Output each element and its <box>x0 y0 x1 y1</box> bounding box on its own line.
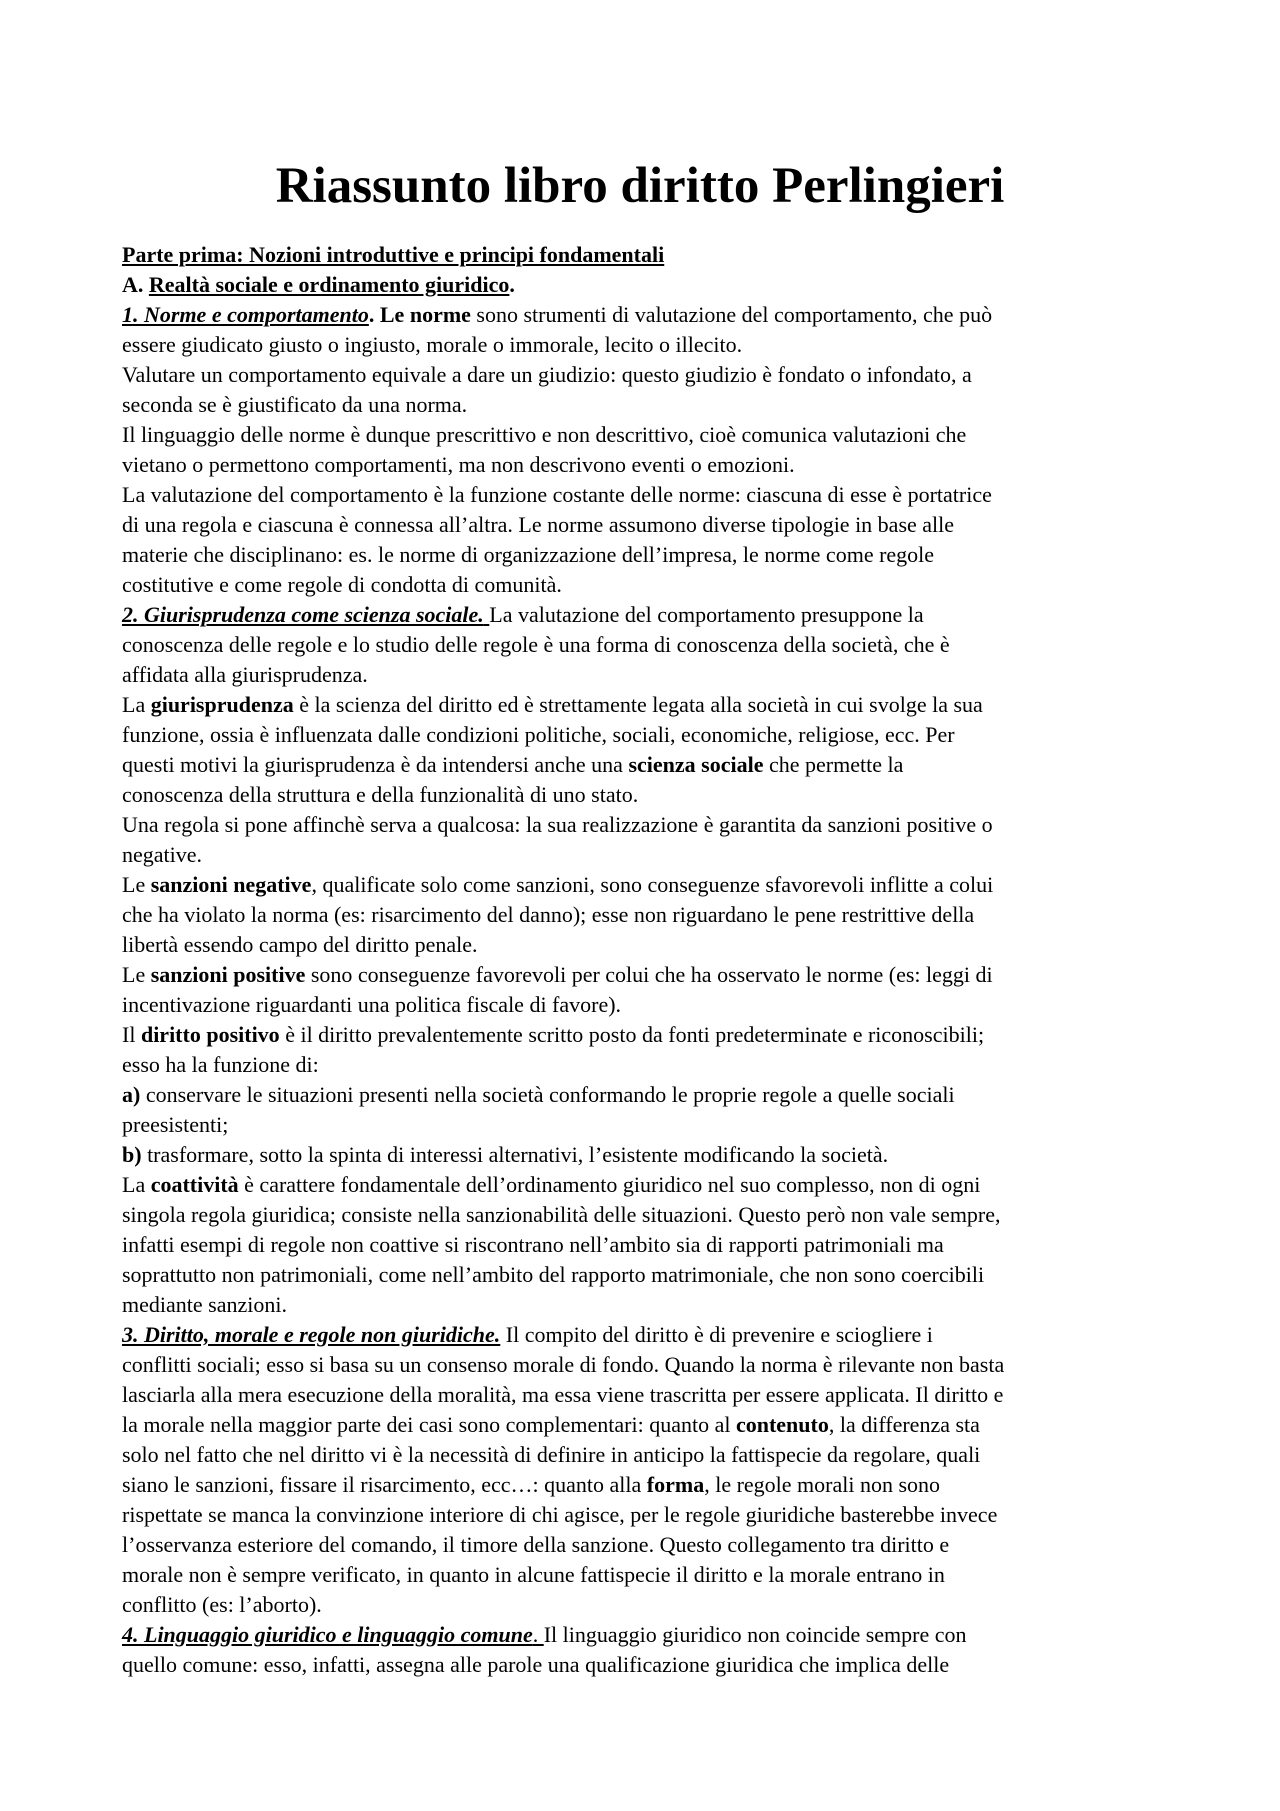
text-run: Le <box>122 962 151 987</box>
text-line <box>122 1440 1172 1470</box>
text-run: rispettate se manca la convinzione interiore di chi agisce, per le regole giuridiche basterebbe invece <box>122 1502 998 1527</box>
text-line <box>122 1560 1172 1590</box>
text-run: Il linguaggio giuridico non coincide sempre con <box>543 1622 967 1647</box>
text-run: sono conseguenze favorevoli per colui che ha osservato le norme (es: leggi di <box>305 962 993 987</box>
text-run: giurisprudenza <box>150 692 294 717</box>
text-line <box>122 870 1172 900</box>
text-line <box>122 360 1172 390</box>
section-a-heading <box>122 270 1172 300</box>
text-line <box>122 1620 1172 1650</box>
text-line <box>122 1500 1172 1530</box>
text-line <box>122 660 1172 690</box>
text-line <box>122 990 1172 1020</box>
text-run: , le regole morali non sono <box>704 1472 941 1497</box>
text-run: 3. Diritto, morale e regole non giuridiche. <box>122 1322 501 1347</box>
text-run: questi motivi la giurisprudenza è da intendersi anche una <box>122 752 629 777</box>
section-a-suffix: . <box>509 272 515 297</box>
text-run: funzione, ossia è influenzata dalle condizioni politiche, sociali, economiche, religiose, ecc. Per <box>122 722 955 747</box>
text-run: La <box>122 692 151 717</box>
text-line <box>122 690 1172 720</box>
text-line <box>122 600 1172 630</box>
text-run: affidata alla giurisprudenza. <box>122 662 368 687</box>
text-run: La valutazione del comportamento presuppone la <box>489 602 924 627</box>
text-line <box>122 1350 1172 1380</box>
text-line <box>122 540 1172 570</box>
document-body <box>122 240 1172 1680</box>
text-line <box>122 480 1172 510</box>
text-run: morale non è sempre verificato, in quanto in alcune fattispecie il diritto e la morale entrano in <box>122 1562 945 1587</box>
text-run: sanzioni positive <box>150 962 306 987</box>
text-run: infatti esempi di regole non coattive si riscontrano nell’ambito sia di rapporti patrimoniali ma <box>122 1232 944 1257</box>
text-run: . Le <box>368 302 410 327</box>
text-line <box>122 570 1172 600</box>
text-run: vietano o permettono comportamenti, ma non descrivono eventi o emozioni. <box>122 452 795 477</box>
part-heading: Parte prima: Nozioni introduttive e principi fondamentali <box>122 242 665 267</box>
text-run: incentivazione riguardanti una politica fiscale di favore). <box>122 992 622 1017</box>
text-run: Il compito del diritto è di prevenire e sciogliere i <box>500 1322 933 1347</box>
text-line <box>122 1230 1172 1260</box>
text-run: di una regola e ciascuna è connessa all’altra. Le norme assumono diverse tipologie in base alle <box>122 512 955 537</box>
section-a-label: Realtà sociale e ordinamento giuridico <box>148 272 510 297</box>
text-run: Il <box>122 1022 141 1047</box>
text-run: libertà essendo campo del diritto penale. <box>122 932 478 957</box>
text-run: forma <box>646 1472 705 1497</box>
text-run: è carattere fondamentale dell’ordinamento giuridico nel suo complesso, non di ogni <box>238 1172 981 1197</box>
text-line <box>122 1650 1172 1680</box>
text-run: , qualificate solo come sanzioni, sono conseguenze sfavorevoli inflitte a colui <box>311 872 994 897</box>
document-page <box>122 150 1172 1680</box>
text-line <box>122 330 1172 360</box>
text-run: diritto positivo <box>140 1022 280 1047</box>
text-line <box>122 960 1172 990</box>
text-run: conoscenza della struttura e della funzionalità di uno stato. <box>122 782 639 807</box>
text-run: solo nel fatto che nel diritto vi è la necessità di definire in anticipo la fattispecie da regolare, quali <box>122 1442 981 1467</box>
document-title: Riassunto libro diritto Perlingieri <box>275 158 1005 214</box>
text-run: conoscenza delle regole e lo studio delle regole è una forma di conoscenza della società, che è <box>122 632 950 657</box>
text-run: trasformare, sotto la spinta di interessi alternativi, l’esistente modificando la società. <box>141 1142 889 1167</box>
text-run: conflitti sociali; esso si basa su un consenso morale di fondo. Quando la norma è rilevante non basta <box>122 1352 1005 1377</box>
text-line <box>122 840 1172 870</box>
text-run: 1. Norme e comportamento <box>122 302 369 327</box>
text-line <box>122 930 1172 960</box>
text-run: norme <box>409 302 471 327</box>
text-line <box>122 1050 1172 1080</box>
text-run: scienza sociale <box>628 752 764 777</box>
text-run: lasciarla alla mera esecuzione della moralità, ma essa viene trascritta per essere applicata. Il diritto e <box>122 1382 1004 1407</box>
body-lines <box>122 300 1172 1680</box>
text-run: siano le sanzioni, fissare il risarcimento, ecc…: quanto alla <box>122 1472 647 1497</box>
text-run: mediante sanzioni. <box>122 1292 287 1317</box>
text-run: Le <box>122 872 151 897</box>
text-run: preesistenti; <box>122 1112 229 1137</box>
text-line <box>122 1590 1172 1620</box>
text-run: quello comune: esso, infatti, assegna alle parole una qualificazione giuridica che implica delle <box>122 1652 950 1677</box>
text-line <box>122 300 1172 330</box>
text-line <box>122 720 1172 750</box>
text-line <box>122 510 1172 540</box>
text-run: conflitto (es: l’aborto). <box>122 1592 322 1617</box>
text-run: Una regola si pone affinchè serva a qualcosa: la sua realizzazione è garantita da sanzioni positive o <box>122 812 993 837</box>
text-run: soprattutto non patrimoniali, come nell’ambito del rapporto matrimoniale, che non sono coercibili <box>122 1262 985 1287</box>
text-run: è la scienza del diritto ed è strettamente legata alla società in cui svolge la sua <box>293 692 983 717</box>
text-run: Valutare un comportamento equivale a dare un giudizio: questo giudizio è fondato o infondato, a <box>122 362 972 387</box>
text-run: la morale nella maggior parte dei casi sono complementari: quanto al <box>122 1412 736 1437</box>
text-line <box>122 780 1172 810</box>
text-run: . <box>532 1622 544 1647</box>
text-run: , la differenza sta <box>828 1412 980 1437</box>
text-run: che ha violato la norma (es: risarcimento del danno); esse non riguardano le pene restrittive della <box>122 902 975 927</box>
text-line <box>122 1110 1172 1140</box>
text-run: contenuto <box>735 1412 829 1437</box>
text-run: coattività <box>150 1172 239 1197</box>
text-line <box>122 390 1172 420</box>
text-line <box>122 1290 1172 1320</box>
text-line <box>122 1410 1172 1440</box>
text-run: conservare le situazioni presenti nella società conformando le proprie regole a quelle sociali <box>140 1082 955 1107</box>
text-run: esso ha la funzione di: <box>122 1052 319 1077</box>
section-a-prefix: A. <box>122 272 149 297</box>
text-line <box>122 1320 1172 1350</box>
text-line <box>122 900 1172 930</box>
text-line <box>122 1020 1172 1050</box>
text-line <box>122 1170 1172 1200</box>
text-run: l’osservanza esteriore del comando, il timore della sanzione. Questo collegamento tra diritto e <box>122 1532 950 1557</box>
text-line <box>122 1530 1172 1560</box>
text-line <box>122 450 1172 480</box>
text-run: b) <box>122 1142 142 1167</box>
text-run: 2. Giurisprudenza come scienza sociale. <box>122 602 484 627</box>
text-line <box>122 420 1172 450</box>
text-run: Il linguaggio delle norme è dunque prescrittivo e non descrittivo, cioè comunica valutazioni che <box>122 422 967 447</box>
text-line <box>122 1200 1172 1230</box>
text-run: a) <box>122 1082 141 1107</box>
text-line <box>122 1380 1172 1410</box>
text-run: che permette la <box>763 752 904 777</box>
text-run: sono strumenti di valutazione del comportamento, che può <box>470 302 993 327</box>
text-run: materie che disciplinano: es. le norme di organizzazione dell’impresa, le norme come regole <box>122 542 935 567</box>
text-run: è il diritto prevalentemente scritto posto da fonti predeterminate e riconoscibili; <box>279 1022 985 1047</box>
text-run: essere giudicato giusto o ingiusto, morale o immorale, lecito o illecito. <box>122 332 743 357</box>
text-line <box>122 630 1172 660</box>
text-line <box>122 1260 1172 1290</box>
text-run: sanzioni negative <box>150 872 312 897</box>
text-line <box>122 810 1172 840</box>
text-run: La valutazione del comportamento è la funzione costante delle norme: ciascuna di esse è portatrice <box>122 482 992 507</box>
text-run: seconda se è giustificato da una norma. <box>122 392 468 417</box>
text-run: negative. <box>122 842 203 867</box>
text-line <box>122 1470 1172 1500</box>
text-run: 4. Linguaggio giuridico e linguaggio comune <box>122 1622 533 1647</box>
text-run: La <box>122 1172 151 1197</box>
text-run: costitutive e come regole di condotta di comunità. <box>122 572 562 597</box>
text-run: singola regola giuridica; consiste nella sanzionabilità delle situazioni. Questo però non vale sempre, <box>122 1202 1001 1227</box>
text-line <box>122 1080 1172 1110</box>
text-line <box>122 750 1172 780</box>
text-line <box>122 1140 1172 1170</box>
